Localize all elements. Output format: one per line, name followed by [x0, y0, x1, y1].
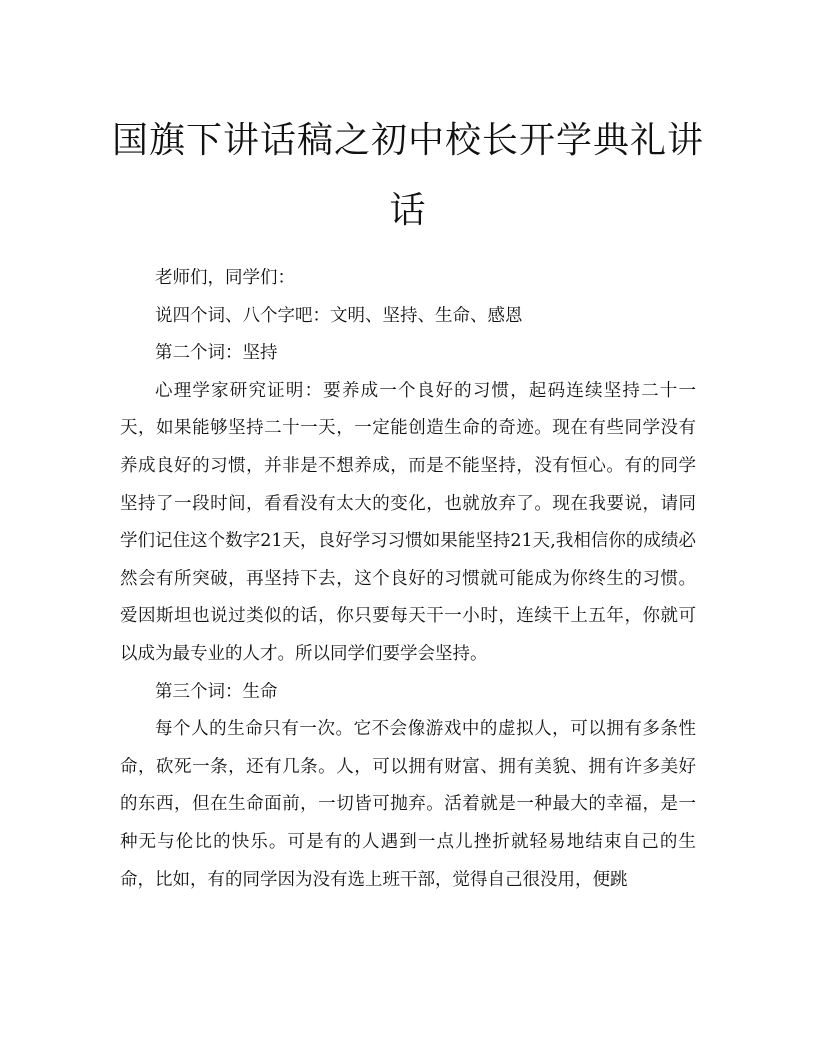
section-heading-persistence: 第二个词：坚持	[155, 343, 278, 364]
persistence-paragraph: 心理学家研究证明：要养成一个良好的习惯，起码连续坚持二十一天，如果能够坚持二十一天，一定能创造生命的奇迹。现在有些同学没有养成良好的习惯，并非是不想养成，而是不能坚持，没有恒心。有的同学坚持了一段时间，看看没有太大的变化，也就放弃了。现在我要说，请同学们记住这个数字21天，良好学习习惯如果能坚持21天,我相信你的成绩必然会有所突破，再坚持下去，这个良好的习惯就可能成为你终生的习惯。爱因斯坦也说过类似的话，你只要每天干一小时，连续干上五年，你就可以成为最专业的人才。所以同学们要学会坚持。	[120, 380, 696, 664]
section-heading-life: 第三个词：生命	[155, 681, 278, 702]
greeting-paragraph: 老师们，同学们：	[155, 268, 295, 288]
life-paragraph: 每个人的生命只有一次。它不会像游戏中的虚拟人，可以拥有多条性命，砍死一条，还有几条。人，可以拥有财富、拥有美貌、拥有许多美好的东西，但在生命面前，一切皆可抛弃。活着就是一种最大的幸福，是一种无与伦比的快乐。可是有的人遇到一点儿挫折就轻易地结束自己的生命，比如，有的同学因为没有选上班干部，觉得自己很没用，便跳	[120, 719, 696, 890]
intro-paragraph: 说四个词、八个字吧：文明、坚持、生命、感恩	[155, 305, 523, 326]
document-body	[120, 260, 696, 899]
document-title: 国旗下讲话稿之初中校长开学典礼讲话	[111, 120, 704, 231]
